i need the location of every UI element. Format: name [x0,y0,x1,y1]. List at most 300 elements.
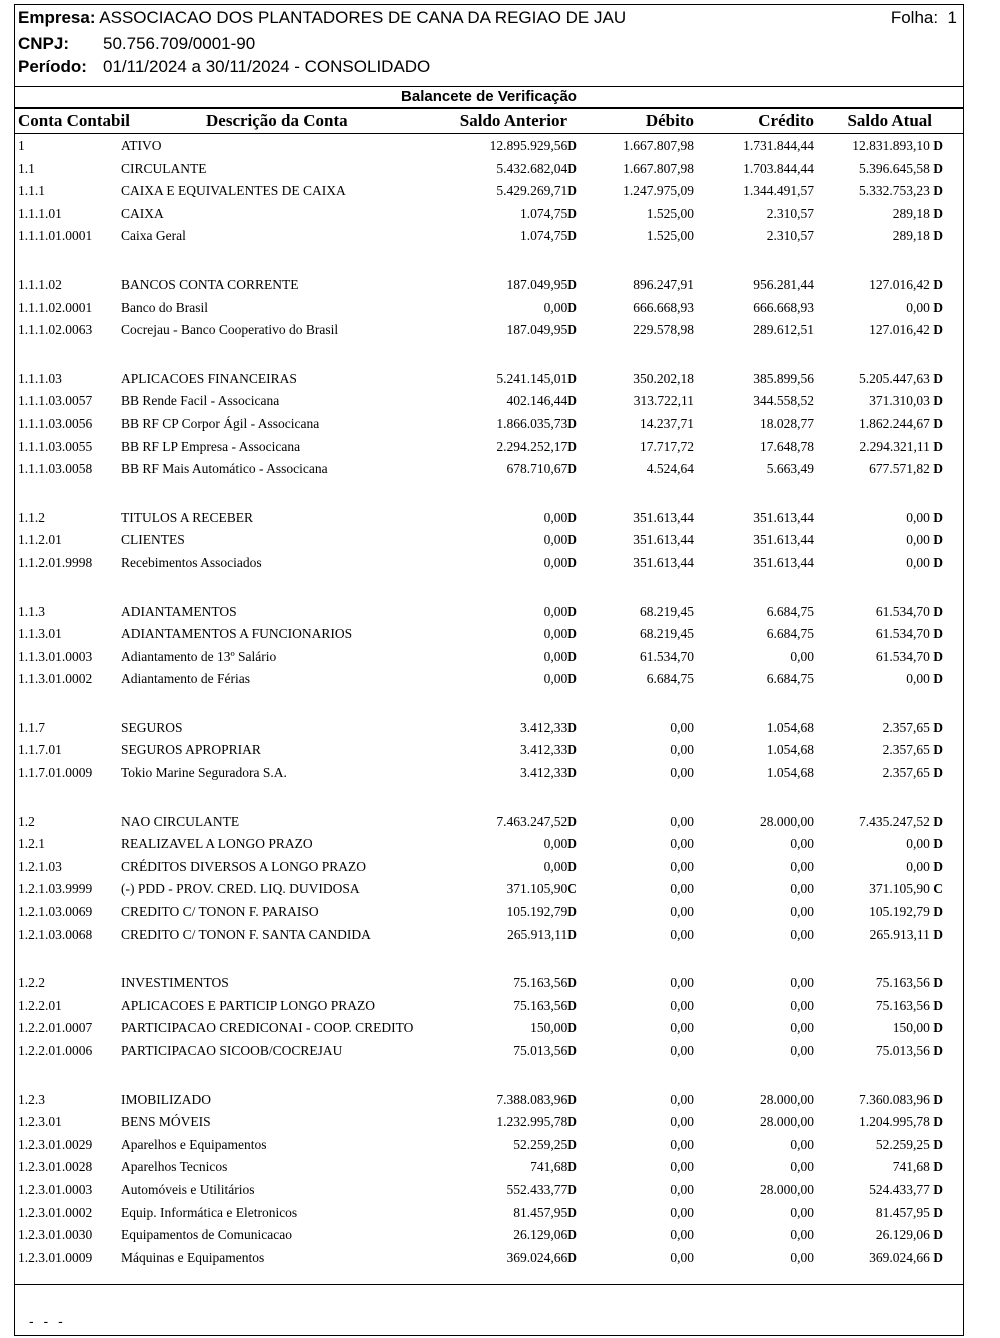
saldo-anterior-cell [544,532,577,548]
saldo-anterior-nature: D [567,997,577,1013]
group-spacer [15,947,963,973]
account-description: Aparelhos e Equipamentos [121,1136,267,1152]
saldo-atual-value: 7.360.083,96 [859,1091,930,1107]
debito-value: 0,00 [670,904,694,920]
account-description: Cocrejau - Banco Cooperativo do Brasil [121,322,339,338]
saldo-atual-value: 677.571,82 [869,461,930,477]
credito-value: 1.703.844,44 [743,160,814,176]
table-row [15,553,963,576]
saldo-atual-value: 371.310,03 [869,393,930,409]
saldo-anterior-value: 0,00 [543,648,568,664]
col-header-saldo-anterior: Saldo Anterior [459,111,567,130]
debito-value: 0,00 [670,1204,694,1220]
saldo-anterior-value: 1.866.035,73 [496,415,568,431]
saldo-anterior-cell [544,300,577,316]
account-code: 1.2.2.01.0006 [18,1043,93,1058]
account-description: (-) PDD - PROV. CRED. LIQ. DUVIDOSA [121,881,360,897]
saldo-anterior-cell [496,416,577,432]
credito-value: 0,00 [790,1159,814,1175]
account-code: 1.1.3.01 [18,626,62,642]
saldo-atual-value: 369.024,66 [869,1249,930,1265]
saldo-atual-value: 5.205.447,63 [859,370,930,386]
saldo-anterior-value: 0,00 [543,626,568,642]
account-code: 1.2.1.03.0069 [18,904,93,920]
saldo-atual-value: 2.357,65 [882,742,930,758]
saldo-anterior-cell [496,161,577,177]
saldo-anterior-nature: D [567,532,577,548]
saldo-anterior-nature: D [567,975,577,991]
account-code: 1.1.1.03.0055 [18,438,93,454]
saldo-atual-value: 61.534,70 [875,626,930,642]
saldo-atual-nature: D [933,322,943,338]
table-row [15,181,963,204]
account-code: 1.1.1.01 [18,205,62,221]
saldo-atual-value: 26.129,06 [875,1227,930,1243]
saldo-atual-nature: D [933,1159,943,1175]
account-code: 1.2.3.01.0003 [18,1181,93,1197]
saldo-atual-value: 127.016,42 [869,276,930,292]
saldo-anterior-nature: D [567,183,577,199]
saldo-anterior-value: 0,00 [543,603,568,619]
saldo-anterior-value: 371.105,90 [506,881,568,897]
saldo-anterior-nature: D [567,461,577,477]
ledger-table [15,136,963,1270]
table-row [15,1112,963,1135]
saldo-atual-nature: D [933,205,943,221]
saldo-atual-cell [859,814,943,830]
saldo-atual-nature: D [933,1249,943,1265]
table-row [15,1018,963,1041]
saldo-anterior-nature: D [567,1227,577,1243]
saldo-anterior-nature: D [567,370,577,386]
saldo-anterior-cell [507,461,578,477]
saldo-atual-nature: D [933,742,943,758]
saldo-atual-cell [859,183,943,199]
group-spacer [15,482,963,508]
col-header-saldo-atual: Saldo Atual [847,111,932,130]
saldo-atual-nature: D [933,975,943,991]
saldo-anterior-value: 369.024,66 [506,1249,568,1265]
saldo-atual-nature: D [933,926,943,942]
debito-value: 0,00 [670,1227,694,1243]
credito-value: 351.613,44 [753,509,814,525]
empresa-label: Empresa: [18,8,96,27]
account-description: NAO CIRCULANTE [121,813,240,829]
saldo-anterior-nature: D [567,138,577,153]
saldo-anterior-nature: D [567,393,577,409]
saldo-anterior-cell [544,836,577,852]
account-description: Aparelhos Tecnicos [121,1159,228,1175]
account-description: CIRCULANTE [121,160,207,176]
saldo-atual-nature: D [933,719,943,735]
credito-value: 28.000,00 [760,1091,814,1107]
account-code: 1.2.1.03 [18,858,62,874]
saldo-anterior-cell [544,555,577,571]
debito-value: 0,00 [670,1091,694,1107]
debito-value: 1.525,00 [646,205,694,221]
saldo-atual-cell [876,1137,943,1153]
saldo-anterior-value: 1.232.995,78 [496,1114,568,1130]
saldo-anterior-nature: D [567,438,577,454]
saldo-atual-nature: D [933,1204,943,1220]
col-header-conta: Conta Contabil [18,111,130,130]
saldo-atual-nature: D [933,299,943,315]
saldo-anterior-cell [507,881,578,897]
account-code: 1.1.2 [18,509,45,525]
account-code: 1.1.1.03 [18,370,62,386]
saldo-anterior-value: 81.457,95 [513,1204,568,1220]
credito-value: 6.684,75 [766,626,814,642]
saldo-anterior-value: 402.146,44 [506,393,568,409]
debito-value: 229.578,98 [633,322,694,338]
saldo-atual-nature: D [933,532,943,548]
saldo-atual-nature: D [933,554,943,570]
account-code: 1.1.3 [18,603,45,619]
saldo-atual-nature: D [933,438,943,454]
table-row [15,647,963,670]
debito-value: 0,00 [670,1020,694,1036]
saldo-anterior-value: 0,00 [543,299,568,315]
debito-value: 17.717,72 [640,438,694,454]
saldo-anterior-cell [507,393,578,409]
saldo-atual-value: 0,00 [906,858,930,874]
saldo-atual-value: 0,00 [906,671,930,687]
saldo-anterior-value: 0,00 [543,858,568,874]
saldo-anterior-cell [507,277,578,293]
saldo-anterior-nature: D [567,904,577,920]
account-code: 1.2.3.01.0030 [18,1227,93,1243]
saldo-atual-cell [860,439,944,455]
saldo-atual-value: 2.357,65 [882,719,930,735]
account-description: PARTICIPACAO SICOOB/COCREJAU [121,1043,343,1058]
table-row [15,1203,963,1226]
table-row [15,624,963,647]
account-description: Banco do Brasil [121,299,208,315]
saldo-anterior-value: 741,68 [530,1159,568,1175]
saldo-atual-cell [869,277,943,293]
debito-value: 1.247.975,09 [623,183,694,199]
saldo-atual-value: 7.435.247,52 [859,813,930,829]
saldo-anterior-nature: D [567,509,577,525]
credito-value: 351.613,44 [753,532,814,548]
report-page [14,4,964,1336]
account-description: INVESTIMENTOS [121,975,229,991]
saldo-atual-nature: D [933,276,943,292]
table-row [15,1180,963,1203]
saldo-anterior-cell [530,1159,577,1175]
debito-value: 6.684,75 [646,671,694,687]
saldo-atual-nature: D [933,1091,943,1107]
saldo-anterior-nature: D [567,1043,577,1058]
account-code: 1.2.2.01.0007 [18,1020,93,1036]
saldo-atual-nature: D [933,836,943,852]
col-header-credito: Crédito [758,111,814,130]
saldo-atual-value: 61.534,70 [875,603,930,619]
saldo-anterior-nature: D [567,554,577,570]
debito-value: 1.667.807,98 [623,138,694,153]
table-row [15,320,963,343]
account-code: 1.1.1.02.0001 [18,299,93,315]
saldo-anterior-cell [513,1205,577,1221]
table-row [15,857,963,880]
saldo-atual-cell [883,765,943,781]
saldo-atual-value: 0,00 [906,836,930,852]
saldo-atual-value: 5.332.753,23 [859,183,930,199]
account-description: Automóveis e Utilitários [121,1181,255,1197]
table-row [15,973,963,996]
account-code: 1.2.3.01.0009 [18,1249,93,1265]
saldo-anterior-value: 265.913,11 [507,926,568,942]
credito-value: 666.668,93 [753,299,814,315]
col-header-descricao: Descrição da Conta [206,111,348,130]
saldo-atual-cell [893,1159,943,1175]
saldo-anterior-nature: C [567,881,577,897]
saldo-atual-cell [859,416,943,432]
saldo-atual-cell [852,138,943,154]
saldo-anterior-nature: D [567,1020,577,1036]
group-spacer [15,576,963,602]
saldo-atual-nature: D [933,1136,943,1152]
group-spacer [15,249,963,275]
saldo-atual-value: 524.433,77 [869,1181,930,1197]
account-description: Equipamentos de Comunicacao [121,1227,292,1243]
debito-value: 351.613,44 [633,532,694,548]
saldo-anterior-nature: D [567,322,577,338]
saldo-anterior-cell [513,998,577,1014]
empresa-value: ASSOCIACAO DOS PLANTADORES DE CANA DA REGIAO DE JAU [99,8,627,27]
table-row [15,159,963,182]
table-row [15,718,963,741]
saldo-anterior-nature: D [567,1204,577,1220]
group-spacer [15,343,963,369]
saldo-atual-cell [876,604,943,620]
table-row [15,602,963,625]
credito-value: 0,00 [790,1043,814,1058]
saldo-atual-cell [906,859,943,875]
credito-value: 289.612,51 [753,322,814,338]
saldo-atual-cell [859,371,943,387]
saldo-anterior-nature: D [567,1136,577,1152]
account-code: 1.2 [18,813,35,829]
saldo-atual-nature: D [933,228,943,244]
account-code: 1.1.1.03.0056 [18,415,93,431]
saldo-anterior-nature: D [567,836,577,852]
saldo-anterior-cell [513,975,577,991]
saldo-anterior-nature: D [567,648,577,664]
saldo-anterior-value: 0,00 [543,532,568,548]
saldo-atual-cell [906,836,943,852]
saldo-anterior-nature: D [567,228,577,244]
saldo-atual-value: 289,18 [892,205,930,221]
debito-value: 0,00 [670,719,694,735]
saldo-anterior-nature: D [567,926,577,942]
folha-label: Folha: [890,8,939,27]
table-row [15,1135,963,1158]
saldo-atual-cell [876,975,943,991]
saldo-atual-nature: D [933,1114,943,1130]
debito-value: 0,00 [670,836,694,852]
saldo-atual-cell [876,998,943,1014]
account-description: BB Rende Facil - Associcana [121,393,280,409]
table-row [15,996,963,1019]
credito-value: 5.663,49 [766,461,814,477]
credito-value: 351.613,44 [753,554,814,570]
saldo-anterior-value: 678.710,67 [506,461,568,477]
saldo-atual-value: 105.192,79 [869,904,930,920]
credito-value: 1.344.491,57 [743,183,814,199]
empresa-line [18,8,626,28]
saldo-anterior-cell [520,742,577,758]
credito-value: 2.310,57 [766,205,814,221]
saldo-anterior-cell [507,1250,578,1266]
col-header-debito: Débito [645,111,694,130]
saldo-atual-cell [906,300,943,316]
saldo-anterior-nature: D [567,160,577,176]
saldo-atual-value: 1.204.995,78 [859,1114,930,1130]
saldo-atual-nature: D [933,1020,943,1036]
credito-value: 0,00 [790,1227,814,1243]
saldo-anterior-value: 7.463.247,52 [496,813,568,829]
saldo-atual-cell [869,393,943,409]
account-code: 1.1.7 [18,719,45,735]
table-row [15,204,963,227]
table-row [15,414,963,437]
account-description: CAIXA [121,205,164,221]
debito-value: 1.525,00 [646,228,694,244]
periodo-line [18,57,431,77]
saldo-anterior-value: 0,00 [543,671,568,687]
saldo-atual-value: 75.013,56 [875,1043,930,1058]
saldo-anterior-nature: D [567,742,577,758]
debito-value: 0,00 [670,997,694,1013]
debito-value: 350.202,18 [633,370,694,386]
saldo-anterior-cell [520,765,577,781]
debito-value: 0,00 [670,1043,694,1058]
saldo-anterior-value: 26.129,06 [513,1227,568,1243]
account-code: 1.1.1.01.0001 [18,228,93,244]
saldo-anterior-nature: D [567,205,577,221]
debito-value: 14.237,71 [640,415,694,431]
credito-value: 17.648,78 [760,438,814,454]
saldo-anterior-value: 12.895.929,56 [489,138,568,153]
saldo-anterior-cell [513,1137,577,1153]
saldo-anterior-nature: D [567,719,577,735]
saldo-anterior-nature: D [567,603,577,619]
footer-divider [15,1284,963,1285]
account-description: Caixa Geral [121,228,186,244]
saldo-anterior-value: 0,00 [543,509,568,525]
saldo-atual-nature: D [933,415,943,431]
saldo-atual-cell [869,881,943,897]
saldo-anterior-nature: D [567,1181,577,1197]
saldo-atual-value: 0,00 [906,299,930,315]
saldo-anterior-cell [544,604,577,620]
saldo-atual-nature: D [933,1227,943,1243]
account-code: 1.2.1 [18,836,45,852]
credito-value: 344.558,52 [753,393,814,409]
saldo-anterior-cell [544,649,577,665]
saldo-atual-cell [906,532,943,548]
saldo-atual-nature: D [933,370,943,386]
account-code: 1.1.1.02 [18,276,62,292]
account-description: Adiantamento de Férias [121,671,250,687]
saldo-anterior-value: 187.049,95 [506,276,568,292]
saldo-anterior-cell [507,904,578,920]
saldo-atual-nature: D [933,160,943,176]
saldo-atual-cell [883,720,943,736]
saldo-atual-value: 2.357,65 [882,765,930,781]
credito-value: 6.684,75 [766,603,814,619]
saldo-anterior-cell [490,138,577,154]
debito-value: 0,00 [670,742,694,758]
account-description: ATIVO [121,138,162,153]
account-description: BANCOS CONTA CORRENTE [121,276,299,292]
saldo-atual-nature: D [933,671,943,687]
cnpj-value: 50.756.709/0001-90 [103,34,256,53]
saldo-atual-value: 1.862.244,67 [859,415,930,431]
saldo-anterior-cell [544,859,577,875]
debito-value: 0,00 [670,1181,694,1197]
credito-value: 0,00 [790,926,814,942]
saldo-anterior-cell [530,1020,577,1036]
debito-value: 666.668,93 [633,299,694,315]
saldo-atual-cell [876,649,943,665]
debito-value: 351.613,44 [633,509,694,525]
account-description: BB RF LP Empresa - Associcana [121,438,301,454]
cnpj-label: CNPJ: [18,34,70,53]
saldo-atual-nature: C [933,881,943,897]
saldo-atual-cell [876,1205,943,1221]
credito-value: 1.054,68 [766,719,814,735]
saldo-atual-value: 2.294.321,11 [859,438,930,454]
account-code: 1.2.1.03.0068 [18,926,93,942]
saldo-anterior-value: 75.163,56 [513,975,568,991]
saldo-anterior-value: 552.433,77 [506,1181,568,1197]
saldo-atual-cell [876,1043,943,1059]
debito-value: 0,00 [670,813,694,829]
saldo-anterior-nature: D [567,1159,577,1175]
saldo-atual-cell [869,904,943,920]
table-row [15,391,963,414]
saldo-atual-nature: D [933,765,943,781]
saldo-anterior-cell [544,626,577,642]
account-description: Tokio Marine Seguradora S.A. [121,765,287,781]
credito-value: 0,00 [790,1249,814,1265]
account-description: APLICACOES FINANCEIRAS [121,370,297,386]
table-row [15,740,963,763]
saldo-atual-cell [859,161,943,177]
credito-value: 28.000,00 [760,813,814,829]
saldo-anterior-cell [513,1227,577,1243]
saldo-anterior-value: 7.388.083,96 [496,1091,568,1107]
saldo-anterior-cell [507,927,577,943]
saldo-atual-nature: D [933,626,943,642]
saldo-atual-value: 52.259,25 [875,1136,930,1152]
table-row [15,925,963,948]
saldo-atual-value: 12.831.893,10 [852,138,930,153]
saldo-anterior-value: 5.429.269,71 [496,183,568,199]
group-spacer [15,692,963,718]
saldo-atual-nature: D [933,1181,943,1197]
saldo-anterior-cell [496,183,577,199]
account-code: 1.1.1.02.0063 [18,322,93,338]
saldo-anterior-nature: D [567,299,577,315]
saldo-anterior-value: 1.074,75 [520,205,568,221]
saldo-atual-value: 81.457,95 [875,1204,930,1220]
saldo-anterior-nature: D [567,858,577,874]
saldo-atual-cell [869,322,943,338]
saldo-atual-nature: D [933,1043,943,1058]
